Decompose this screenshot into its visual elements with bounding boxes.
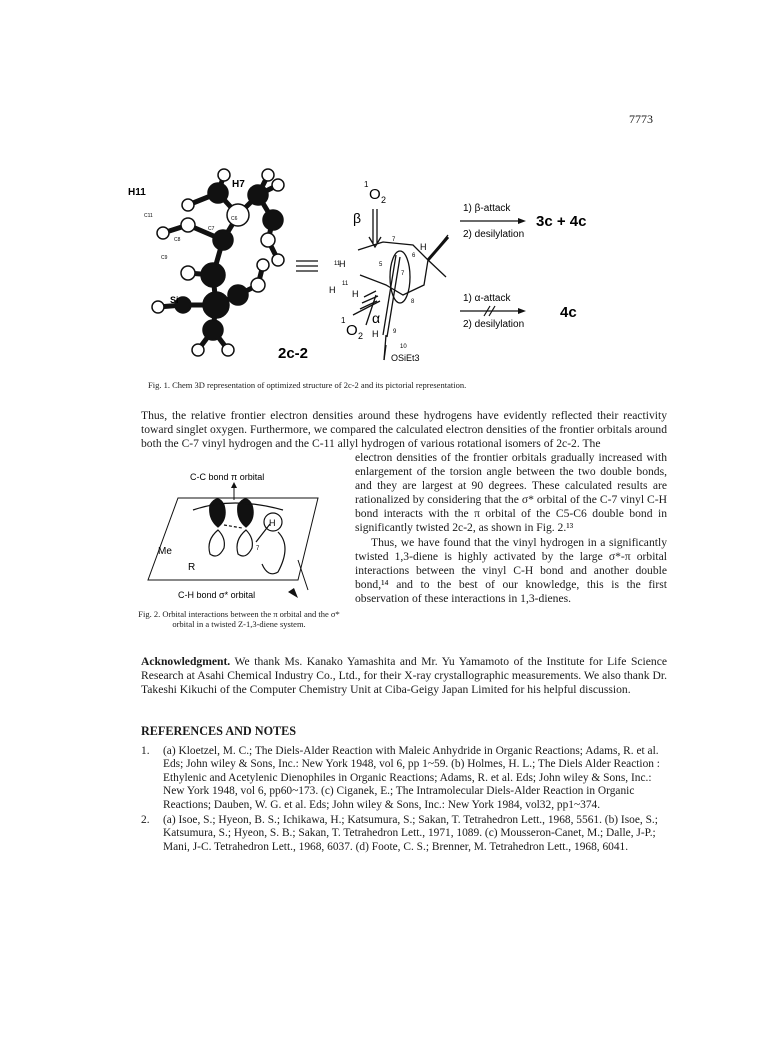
svg-text:1: 1 [341, 316, 346, 325]
svg-text:11: 11 [334, 261, 341, 267]
pictorial-structure [329, 180, 448, 363]
label-compound-2c-2: 2c-2 [278, 345, 309, 362]
figure-2 [138, 470, 350, 605]
references-heading: REFERENCES AND NOTES [141, 724, 297, 738]
label-c6: C6 [231, 216, 238, 222]
references-list [141, 745, 667, 856]
svg-text:7: 7 [256, 546, 260, 552]
svg-text:2) desilylation: 2) desilylation [463, 319, 525, 330]
product-4c: 4c [560, 304, 577, 321]
r-label: R [188, 562, 196, 573]
reaction-beta [460, 203, 586, 240]
chem3d-ball-stick-model [128, 169, 308, 362]
label-c9: C9 [161, 255, 168, 261]
singlet-oxygen-bottom: O [346, 322, 358, 339]
svg-text:H: H [352, 289, 359, 299]
paragraph-2b: Thus, we have found that the vinyl hydrogen in a significantly twisted 1,3-diene is highly activated by the large σ*-π orbital interactions between the vinyl C-H bond and another double bond,¹⁴ and to the best of our knowledge, this is the first observation of these interactions in 1,3-dienes. [355, 535, 667, 605]
svg-text:1) β-attack: 1) β-attack [463, 203, 511, 214]
label-c7: C7 [208, 226, 215, 232]
svg-text:2) desilylation: 2) desilylation [463, 229, 525, 240]
reference-2: 2. (a) Isoe, S.; Hyeon, B. S.; Ichikawa, H.; Katsumura, S.; Sakan, T. Tetrahedron Lett., 1968, 5561. (b) Isoe, S.; Katsumura, S.; Hyeon, S. B.; Sakan, T. Tetrahedron Lett., 1971, 1089. (c) Mousseron-Canet, M.; Dalle, J-P.; Mani, J-C. Tetrahedron Lett., 1968, 6037. (d) Foote, C. S.; Brenner, M. Tetrahedron Lett., 1968, 6041. [141, 814, 658, 853]
reference-1: 1. (a) Kloetzel, M. C.; The Diels-Alder Reaction with Maleic Anhydride in Organic Reactions; Adams, R. et al. Eds; John wiley & Sons, Inc.: New York 1948, vol 6, pp 1~59. (b) Holmes, H. L.; The Diels Alder Reaction : Ethylenic and Acetylenic Dienophiles in Organic Reactions; Adams, R. et al. Eds; John wiley & Sons, Inc.: New York 1948, vol 6, pp60~173. (c) Ciganek, E.; The Intramolecular Diels-Alder Reaction in Organic Reactions; Dauben, W. G. et al. Eds; John wiley & Sons, Inc.: New York 1984, vol32, pp1~374. [141, 745, 660, 811]
paragraph-1: Thus, the relative frontier electron densities around these hydrogens have evidently reflected their reactivity toward singlet oxygen. Furthermore, we compared the calculated electron densities of the frontier orbitals around both the C-7 vinyl hydrogen and the C-11 allyl hydrogen of various rotational isomers of 2c-2. The [141, 409, 667, 451]
svg-text:10: 10 [400, 344, 407, 350]
acknowledgment-heading: Acknowledgment. [141, 655, 231, 668]
h-label: H [269, 518, 276, 528]
beta-label: β [353, 210, 362, 226]
singlet-oxygen-top: O [369, 186, 381, 203]
paragraph-2 [355, 451, 667, 606]
label-h7: H7 [232, 179, 245, 190]
acknowledgment-text: We thank Ms. Kanako Yamashita and Mr. Yu Yamamoto of the Institute for Life Science Research at Asahi Chemical Industry Co., Ltd., for their X-ray crystallographic measurements. We also thank Dr. Takeshi Kikuchi of the Computer Chemistry Unit at Ciba-Geigy Japan Limited for his helpful discussion. [141, 655, 667, 697]
svg-text:2: 2 [381, 195, 387, 205]
svg-text:5: 5 [379, 262, 383, 268]
svg-text:1: 1 [364, 180, 369, 189]
svg-text:1) α-attack: 1) α-attack [463, 293, 511, 304]
cc-pi-label: C-C bond π orbital [190, 472, 265, 482]
figure-1 [128, 165, 658, 380]
label-c11: C11 [144, 213, 153, 219]
label-h11: H11 [128, 187, 146, 198]
svg-text:7: 7 [392, 237, 396, 243]
product-3c-4c: 3c + 4c [536, 213, 587, 230]
figure-1-caption: Fig. 1. Chem 3D representation of optimized structure of 2c-2 and its pictorial representation. [148, 380, 467, 390]
svg-text:9: 9 [393, 329, 397, 335]
svg-text:8: 8 [411, 299, 415, 305]
svg-text:H: H [329, 285, 336, 295]
alpha-label: α [372, 310, 381, 326]
label-c8: C8 [174, 237, 181, 243]
svg-text:7: 7 [401, 271, 405, 277]
paragraph-2a: electron densities of the frontier orbitals gradually increased with enlargement of the torsion angle between the two double bonds, and they are largest at 90 degrees. These calculated results are rationalized by considering that the σ* orbital of the C-7 vinyl C-H bond interacts with the π orbital of the C5-C6 double bond in significantly twisted 2c-2, as shown in Fig. 2.¹³ [355, 451, 667, 535]
equivalence-symbol [296, 261, 318, 271]
svg-text:H: H [339, 259, 346, 269]
svg-text:6: 6 [412, 253, 416, 259]
svg-text:H: H [372, 329, 379, 339]
figure-2-caption: Fig. 2. Orbital interactions between the π orbital and the σ* orbital in a twisted Z-1,3-diene system. [138, 609, 340, 629]
osiet3-label: OSiEt3 [391, 353, 420, 363]
me-label: Me [158, 546, 172, 557]
svg-text:11: 11 [342, 281, 349, 287]
page-number: 7773 [629, 112, 653, 126]
svg-text:H: H [420, 242, 427, 252]
label-si: Si [170, 295, 179, 305]
reaction-alpha [460, 293, 577, 330]
acknowledgment [141, 655, 667, 697]
ch-sigma-label: C-H bond σ* orbital [178, 590, 256, 600]
svg-text:2: 2 [358, 331, 364, 341]
